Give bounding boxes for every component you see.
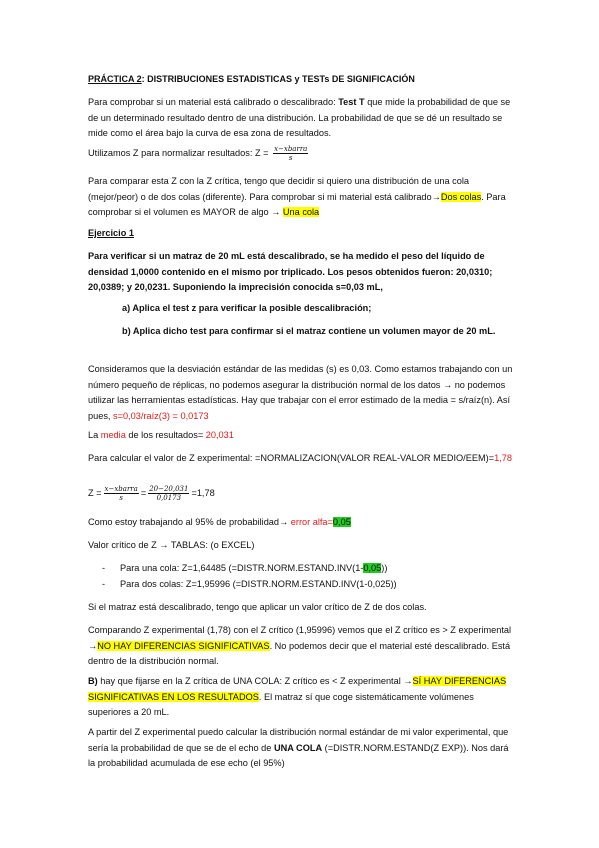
z-eq-numerator-1: x−xbarra bbox=[104, 485, 138, 493]
no-differences-highlight: NO HAY DIFERENCIAS SIGNIFICATIVAS bbox=[97, 640, 270, 651]
intro-paragraph-1 bbox=[88, 95, 516, 142]
yes-differences-highlight: SÍ HAY DIFERENCIAS SIGNIFICATIVAS EN LOS RESULTADOS bbox=[88, 676, 507, 702]
z-normalize-text: Utilizamos Z para normalizar resultados: Z = bbox=[88, 147, 269, 158]
critical-item-text: Para una cola: Z=1,64485 (=DISTR.NORM.ESTAND.INV(1- bbox=[120, 563, 364, 573]
critical-item-highlight: 0,05 bbox=[363, 563, 382, 573]
critical-item-one-tail bbox=[102, 561, 387, 577]
part-b-label: B) bbox=[88, 676, 98, 686]
z-fraction bbox=[273, 145, 308, 162]
z-normalize-line bbox=[88, 145, 516, 162]
alpha-line bbox=[88, 515, 516, 531]
title-rest: : DISTRIBUCIONES ESTADISTICAS y TESTs DE SIGNIFICACIÓN bbox=[141, 74, 415, 84]
final-paragraph bbox=[88, 725, 516, 772]
sd-text: Consideramos que la desviación estándar de las medidas (s) es 0,03. Como estamos trabajando con un número pequeño de réplicas, no podemos asegurar la distribución normal de los datos → no podemos utilizar las herramientas estadísticas. Hay que trabajar con el error estimado de la media = s/raíz(n). Así pues, bbox=[88, 364, 513, 421]
z-eq-denominator-2: 0,0173 bbox=[156, 494, 182, 502]
two-tail-sentence: Si el matraz está descalibrado, tengo que aplicar un valor crítico de Z de dos colas. bbox=[88, 602, 427, 612]
z-equation-result: =1,78 bbox=[191, 487, 215, 498]
z-experimental-value: 1,78 bbox=[494, 453, 512, 463]
intro-paragraph-3 bbox=[88, 174, 516, 221]
title-prefix: PRÁCTICA 2 bbox=[88, 74, 142, 84]
intro-p3-text: Para comparar esta Z con la Z crítica, tengo que decidir si quiero una distribución de una cola (mejor/peor) o de dos colas (diferente). Para comprobar si mi material está calibrado→ bbox=[88, 176, 469, 202]
z-experimental-text: Para calcular el valor de Z experimental: =NORMALIZACION(VALOR REAL-VALOR MEDIO/EEM)= bbox=[88, 453, 495, 463]
z-equation-fraction-2 bbox=[148, 485, 189, 502]
z-fraction-denominator: s bbox=[288, 154, 293, 162]
compare-text: Comparando Z experimental (1,78) con el Z crítico (1,95996) vemos que el Z crítico es > Z experimental → bbox=[88, 625, 512, 651]
z-equation-lhs: Z = bbox=[88, 487, 102, 498]
critical-item-text: Para dos colas: Z=1,95996 (=DISTR.NORM.ESTAND.INV(1-0,025)) bbox=[120, 579, 397, 589]
part-b-text: hay que fijarse en la Z crítica de UNA COLA: Z crítico es < Z experimental → bbox=[100, 676, 413, 686]
z-equation-fraction-1 bbox=[104, 485, 139, 502]
z-experimental-paragraph bbox=[88, 451, 516, 467]
critical-value-heading: Valor crítico de Z → TABLAS: (o EXCEL) bbox=[88, 540, 255, 550]
part-b-conclusion: . El matraz sí que coge sistemáticamente volúmenes superiores a 20 mL. bbox=[88, 691, 474, 718]
bullet-dash: - bbox=[102, 579, 106, 589]
page-title bbox=[88, 72, 516, 88]
mean-text: de los resultados= bbox=[128, 430, 204, 440]
two-tails-highlight: Dos colas bbox=[440, 191, 482, 202]
part-b-paragraph bbox=[88, 674, 516, 721]
mean-value: 20,031 bbox=[205, 430, 234, 440]
sd-result: s=0,03/raíz(3) = 0,0173 bbox=[113, 410, 209, 421]
intro-p3-mid: . Para comprobar si el volumen es MAYOR de algo → bbox=[88, 191, 506, 218]
question-b: b) Aplica dicho test para confirmar si el matraz contiene un volumen mayor de 20 mL. bbox=[122, 326, 496, 336]
z-eq-numerator-2: 20−20,031 bbox=[149, 485, 189, 493]
question-a: a) Aplica el test z para verificar la posible descalibración; bbox=[122, 303, 372, 313]
final-text: A partir del Z experimental puedo calcular la distribución normal estándar de mi valor experimental, que sería la probabilidad de que se de el echo de bbox=[88, 727, 509, 753]
compare-conclusion: . No podemos decir que el material esté descalibrado. Está dentro de la distribución normal. bbox=[88, 640, 511, 667]
critical-item-close: )) bbox=[381, 563, 388, 573]
z-equation-equals: = bbox=[140, 487, 147, 498]
z-fraction-numerator: x−xbarra bbox=[274, 145, 308, 153]
compare-paragraph bbox=[88, 623, 516, 670]
alpha-label: error alfa= bbox=[290, 517, 333, 527]
final-text-end: (=DISTR.NORM.ESTAND(Z EXP)). Nos dará la probabilidad acumulada de ese echo (el 95%) bbox=[88, 742, 509, 769]
exercise-heading: Ejercicio 1 bbox=[88, 228, 134, 238]
one-tail-highlight: Una cola bbox=[282, 207, 320, 218]
mean-line bbox=[88, 428, 516, 444]
z-eq-denominator-1: s bbox=[119, 494, 123, 502]
intro-p1-rest: que mide la probabilidad de que se de un determinado resultado dentro de una distribución. La probabilidad de que se dé un resultado se mide como el área bajo la curva de esa zona de resultados. bbox=[88, 97, 511, 139]
bullet-dash: - bbox=[102, 563, 106, 573]
mean-word: media bbox=[100, 430, 126, 440]
intro-p1-text: Para comprobar si un material está calibrado o descalibrado: bbox=[88, 97, 336, 107]
critical-item-two-tails bbox=[102, 577, 397, 593]
sd-paragraph bbox=[88, 362, 516, 424]
alpha-value: 0,05 bbox=[332, 517, 351, 527]
z-equation bbox=[88, 485, 516, 502]
alpha-text: Como estoy trabajando al 95% de probabilidad→ bbox=[88, 517, 289, 527]
one-tail-bold: UNA COLA bbox=[273, 742, 323, 753]
mean-prefix: La bbox=[88, 430, 99, 440]
test-t-label: Test T bbox=[338, 97, 365, 107]
exercise-statement: Para verificar si un matraz de 20 mL está descalibrado, se ha medido el peso del líquido de densidad 1,0000 contenido en el mismo por triplicado. Los pesos obtenidos fueron: 20,0310; 20,0389; y 20,0231. Suponiendo la imprecisión conocida s=0,03 mL, bbox=[88, 251, 493, 293]
